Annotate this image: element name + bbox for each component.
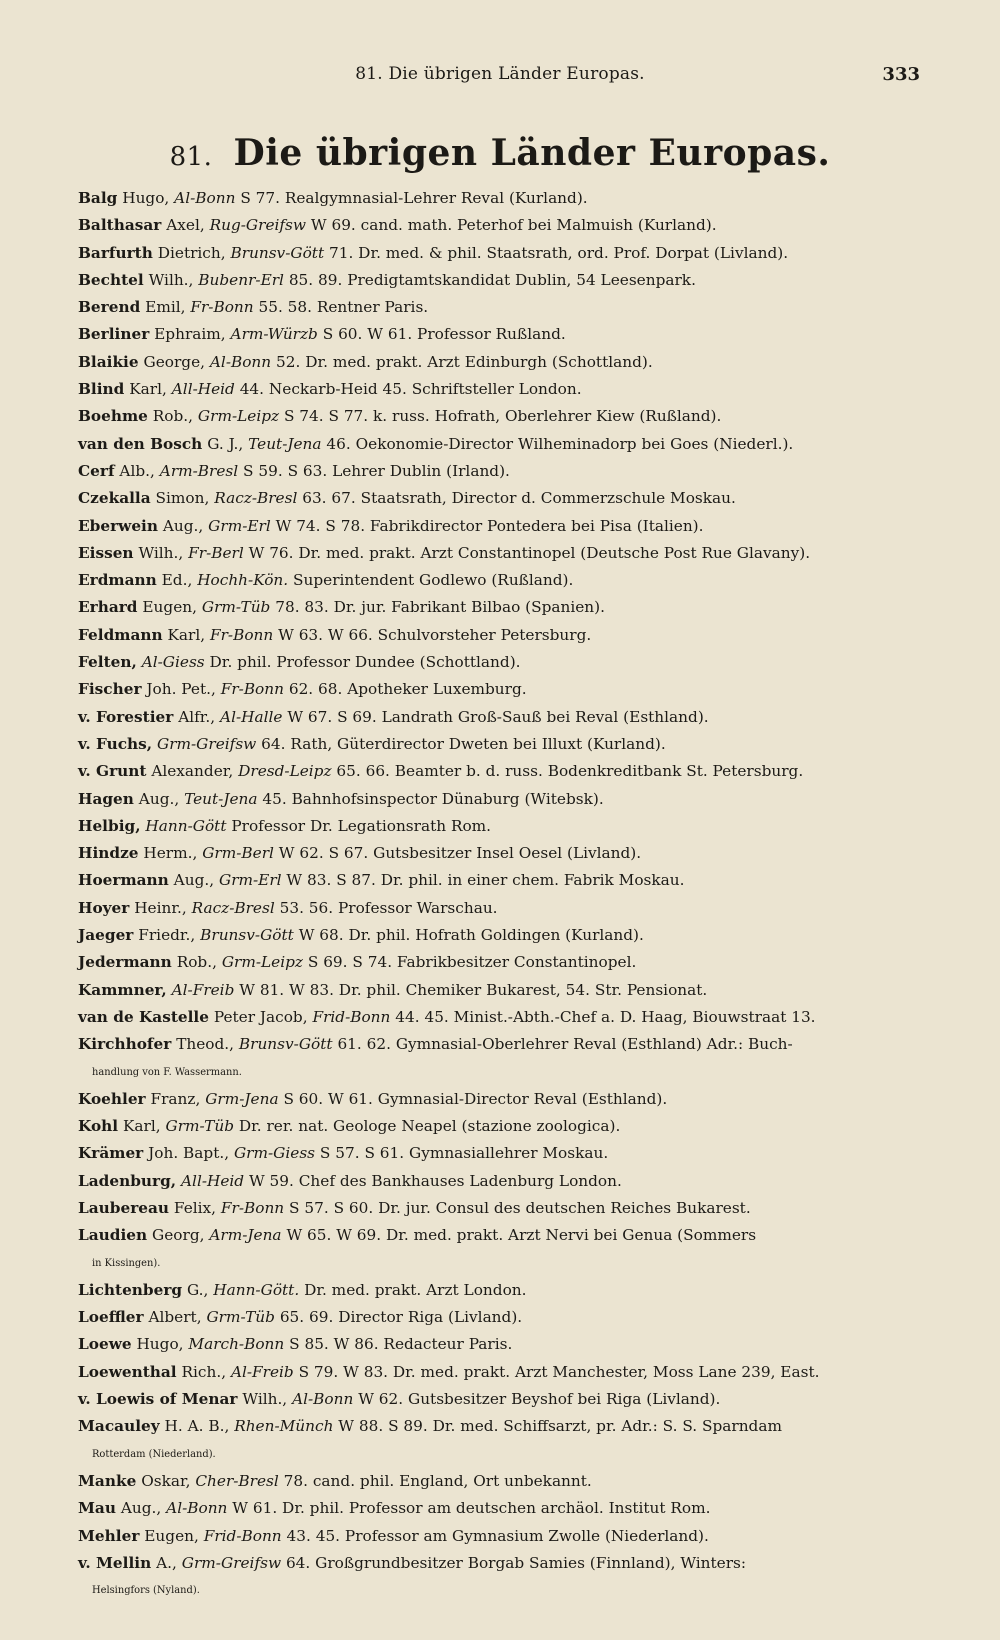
entry-given-name: Wilh., <box>148 270 194 289</box>
directory-entry <box>78 594 940 621</box>
entry-surname: Balthasar <box>78 216 162 235</box>
entry-surname: Berliner <box>78 325 150 344</box>
entry-given-name: Karl, <box>122 1117 161 1136</box>
entry-details: Superintendent Godlewo (Rußland). <box>293 571 574 590</box>
entry-details: 71. Dr. med. & phil. Staatsrath, ord. Prof. Dorpat (Livland). <box>328 243 789 262</box>
entry-surname: Loewe <box>78 1335 132 1354</box>
directory-entry <box>78 704 940 731</box>
entry-club: Grm-Tüb <box>165 1117 234 1136</box>
entry-club: Grm-Tüb <box>206 1308 275 1327</box>
directory-entry <box>78 376 940 403</box>
entry-club: Cher-Bresl <box>195 1471 279 1490</box>
entry-details: S 57. S 60. Dr. jur. Consul des deutschen Reiches Bukarest. <box>289 1198 751 1217</box>
entry-details: W 76. Dr. med. prakt. Arzt Constantinopel (Deutsche Post Rue Glavany). <box>248 543 811 562</box>
directory-entry <box>78 786 940 813</box>
entry-details: Professor Dr. Legationsrath Rom. <box>231 816 492 835</box>
directory-entry <box>78 1031 940 1058</box>
entry-surname: Eissen <box>78 543 134 562</box>
entry-details: 46. Oekonomie-Director Wilheminadorp bei Goes (Niederl.). <box>326 434 794 453</box>
entry-given-name: Georg, <box>152 1226 205 1245</box>
entry-given-name: Dietrich, <box>157 243 226 262</box>
entry-surname: Laudien <box>78 1226 148 1245</box>
directory-entry <box>78 895 940 922</box>
chapter-number: 81. <box>169 142 213 172</box>
entry-given-name: Joh. Pet., <box>146 680 216 699</box>
chapter-heading <box>0 132 1000 174</box>
running-header <box>0 64 1000 92</box>
entry-club: Al-Giess <box>141 653 205 672</box>
entry-club: Hann-Gött. <box>213 1280 300 1299</box>
directory-entry <box>78 1359 940 1386</box>
directory-entry <box>78 321 940 348</box>
directory-entry <box>78 349 940 376</box>
entry-surname: Barfurth <box>78 243 153 262</box>
entry-details: 78. 83. Dr. jur. Fabrikant Bilbao (Spanien). <box>275 598 605 617</box>
entry-club: Rhen-Münch <box>234 1417 334 1436</box>
entry-details: W 88. S 89. Dr. med. Schiffsarzt, pr. Adr.: S. S. Sparndam <box>338 1417 782 1436</box>
entry-details: Dr. rer. nat. Geologe Neapel (stazione zoologica). <box>238 1117 621 1136</box>
entry-club: Fr-Bonn <box>209 625 274 644</box>
entry-given-name: Alexander, <box>151 762 234 781</box>
entry-surname: Czekalla <box>78 489 151 508</box>
entry-surname: Balg <box>78 189 118 207</box>
directory-entry <box>78 567 940 594</box>
entry-club: Rug-Greifsw <box>209 216 306 235</box>
entry-surname: Hindze <box>78 844 139 863</box>
entry-surname: Erhard <box>78 598 138 617</box>
directory-entry <box>78 1413 940 1440</box>
entry-details: 55. 58. Rentner Paris. <box>258 298 429 317</box>
entry-details: Dr. phil. Professor Dundee (Schottland). <box>209 653 521 672</box>
entry-club: Fr-Bonn <box>220 680 284 699</box>
entry-details: Dr. med. prakt. Arzt London. <box>304 1280 527 1299</box>
directory-entry <box>78 1222 940 1249</box>
entry-surname: Berend <box>78 298 141 317</box>
entry-club: Teut-Jena <box>184 789 258 808</box>
entry-club: Racz-Bresl <box>214 489 298 508</box>
directory-entry <box>78 294 940 321</box>
directory-entry <box>78 731 940 758</box>
directory-entry <box>78 185 940 212</box>
entry-details: W 81. W 83. Dr. phil. Chemiker Bukarest, 54. Str. Pensionat. <box>239 980 708 999</box>
entry-given-name: Rich., <box>181 1362 227 1381</box>
directory-entry <box>78 267 940 294</box>
entry-surname: Feldmann <box>78 625 163 644</box>
entry-given-name: G. J., <box>207 434 244 453</box>
entry-details: S 74. S 77. k. russ. Hofrath, Oberlehrer Kiew (Rußland). <box>283 407 722 426</box>
entry-given-name: H. A. B., <box>164 1417 230 1436</box>
directory-entry <box>78 403 940 430</box>
entry-surname: Jedermann <box>78 953 172 972</box>
entry-surname: van de Kastelle <box>78 1007 209 1026</box>
directory-entry <box>78 240 940 267</box>
directory-entry <box>78 867 940 894</box>
entry-surname: Kirchhofer <box>78 1035 172 1054</box>
entry-details: W 62. Gutsbesitzer Beyshof bei Riga (Livland). <box>358 1390 721 1409</box>
entry-club: Arm-Jena <box>209 1226 282 1245</box>
entry-details: 62. 68. Apotheker Luxemburg. <box>288 680 527 699</box>
entry-details: 85. 89. Predigtamtskandidat Dublin, 54 Leesenpark. <box>288 270 696 289</box>
directory-entry <box>78 1113 940 1140</box>
entry-club: Grm-Jena <box>205 1089 279 1108</box>
entry-given-name: Theod., <box>176 1035 235 1054</box>
directory-entry <box>78 1523 940 1550</box>
entry-surname: Loeffler <box>78 1308 144 1327</box>
entry-details: S 85. W 86. Redacteur Paris. <box>289 1335 513 1354</box>
entry-club: Fr-Bonn <box>190 298 254 317</box>
entry-surname: v. Fuchs, <box>78 734 153 753</box>
entry-details: S 59. S 63. Lehrer Dublin (Irland). <box>243 461 510 480</box>
entry-club: All-Heid <box>181 1171 245 1190</box>
entry-details: S 77. Realgymnasial-Lehrer Reval (Kurland). <box>240 189 588 207</box>
entry-club: Dresd-Leipz <box>238 762 332 781</box>
entry-given-name: Hugo, <box>136 1335 184 1354</box>
entry-details: S 60. W 61. Professor Rußland. <box>322 325 566 344</box>
entry-club: Teut-Jena <box>248 434 322 453</box>
entry-details: 65. 69. Director Riga (Livland). <box>279 1308 523 1327</box>
entry-surname: Bechtel <box>78 270 144 289</box>
directory-entry <box>78 922 940 949</box>
entry-given-name: Aug., <box>173 871 215 890</box>
entry-club: Grm-Berl <box>202 844 274 863</box>
directory-entry <box>78 977 940 1004</box>
entry-details: 61. 62. Gymnasial-Oberlehrer Reval (Esthland) Adr.: Buch- <box>337 1035 793 1054</box>
entry-details: W 59. Chef des Bankhauses Ladenburg London. <box>248 1171 622 1190</box>
entry-details: 64. Großgrundbesitzer Borgab Samies (Finnland), Winters: <box>285 1553 747 1572</box>
entry-details: 64. Rath, Güterdirector Dweten bei Illuxt (Kurland). <box>261 734 666 753</box>
running-title: 81. Die übrigen Länder Europas. <box>355 64 645 84</box>
entry-details: W 62. S 67. Gutsbesitzer Insel Oesel (Livland). <box>278 844 642 863</box>
entry-details: W 69. cand. math. Peterhof bei Malmuish (Kurland). <box>310 216 717 235</box>
entry-details: 43. 45. Professor am Gymnasium Zwolle (Niederland). <box>286 1526 709 1545</box>
entry-club: Grm-Erl <box>208 516 271 535</box>
entry-details: W 67. S 69. Landrath Groß-Sauß bei Reval (Esthland). <box>287 707 709 726</box>
entry-continuation: Helsingfors (Nyland). <box>92 1585 200 1597</box>
entry-continuation: Rotterdam (Niederland). <box>92 1448 216 1460</box>
entry-surname: Boehme <box>78 407 148 426</box>
entry-given-name: Emil, <box>145 298 186 317</box>
entry-details: 44. Neckarb-Heid 45. Schriftsteller London. <box>239 380 582 399</box>
entry-club: Frid-Bonn <box>203 1526 282 1545</box>
entry-club: Grm-Leipz <box>197 407 280 426</box>
entry-given-name: Wilh., <box>242 1390 288 1409</box>
entry-given-name: Oskar, <box>141 1471 191 1490</box>
entry-surname: van den Bosch <box>78 434 203 453</box>
entry-club: Grm-Leipz <box>221 953 303 972</box>
entry-details: W 63. W 66. Schulvorsteher Petersburg. <box>278 625 592 644</box>
entry-club: Racz-Bresl <box>191 898 275 917</box>
entry-given-name: Eugen, <box>142 598 197 617</box>
entry-surname: v. Forestier <box>78 707 174 726</box>
entry-club: Grm-Giess <box>233 1144 316 1163</box>
entry-surname: Kohl <box>78 1117 119 1136</box>
entry-given-name: Hugo, <box>122 189 170 207</box>
entry-given-name: A., <box>156 1553 177 1572</box>
entry-details: 63. 67. Staatsrath, Director d. Commerzschule Moskau. <box>302 489 736 508</box>
entry-surname: Cerf <box>78 461 115 480</box>
directory-entries <box>78 185 940 1604</box>
entry-club: March-Bonn <box>188 1335 285 1354</box>
entry-details: W 65. W 69. Dr. med. prakt. Arzt Nervi bei Genua (Sommers <box>286 1226 757 1245</box>
entry-surname: Kammner, <box>78 980 167 999</box>
entry-given-name: Alb., <box>119 461 155 480</box>
entry-given-name: Franz, <box>150 1089 201 1108</box>
directory-entry <box>78 1468 940 1495</box>
entry-surname: Erdmann <box>78 571 157 590</box>
entry-club: All-Heid <box>171 380 235 399</box>
entry-surname: Lichtenberg <box>78 1280 183 1299</box>
entry-club: Brunsv-Gött <box>230 243 325 262</box>
entry-club: Grm-Erl <box>218 871 282 890</box>
entry-club: Al-Bonn <box>292 1390 354 1409</box>
entry-club: Al-Freib <box>171 980 235 999</box>
entry-continuation: handlung von F. Wassermann. <box>92 1066 242 1078</box>
entry-club: Al-Bonn <box>209 352 272 371</box>
directory-entry <box>78 1086 940 1113</box>
entry-club: Brunsv-Gött <box>238 1035 333 1054</box>
directory-entry <box>78 1277 940 1304</box>
entry-details: 78. cand. phil. England, Ort unbekannt. <box>283 1471 592 1490</box>
entry-details: 53. 56. Professor Warschau. <box>279 898 498 917</box>
directory-entry <box>78 431 940 458</box>
entry-surname: Krämer <box>78 1144 144 1163</box>
entry-given-name: Rob., <box>152 407 194 426</box>
directory-entry <box>78 1140 940 1167</box>
entry-surname: Hagen <box>78 789 134 808</box>
directory-entry <box>78 649 940 676</box>
directory-entry <box>78 212 940 239</box>
directory-entry <box>78 1304 940 1331</box>
entry-surname: v. Grunt <box>78 762 147 781</box>
entry-details: W 83. S 87. Dr. phil. in einer chem. Fabrik Moskau. <box>286 871 685 890</box>
entry-given-name: Albert, <box>148 1308 202 1327</box>
entry-details: W 74. S 78. Fabrikdirector Pontedera bei Pisa (Italien). <box>275 516 704 535</box>
directory-entry <box>78 1331 940 1358</box>
entry-given-name: Peter Jacob, <box>213 1007 308 1026</box>
directory-entry <box>78 758 940 785</box>
entry-details: S 57. S 61. Gymnasiallehrer Moskau. <box>319 1144 609 1163</box>
entry-details: 65. 66. Beamter b. d. russ. Bodenkreditbank St. Petersburg. <box>336 762 804 781</box>
entry-club: Grm-Tüb <box>201 598 271 617</box>
entry-surname: Eberwein <box>78 516 158 535</box>
entry-surname: Laubereau <box>78 1198 170 1217</box>
chapter-title: Die übrigen Länder Europas. <box>233 132 831 174</box>
directory-entry <box>78 1495 940 1522</box>
entry-club: Hann-Gött <box>145 816 227 835</box>
entry-surname: Jaeger <box>78 926 134 945</box>
entry-details: W 61. Dr. phil. Professor am deutschen archäol. Institut Rom. <box>232 1499 711 1518</box>
entry-surname: Hoyer <box>78 898 130 917</box>
entry-details: W 68. Dr. phil. Hofrath Goldingen (Kurland). <box>298 926 644 945</box>
entry-club: Bubenr-Erl <box>198 270 284 289</box>
entry-surname: Mehler <box>78 1526 140 1545</box>
entry-given-name: Wilh., <box>138 543 184 562</box>
directory-entry <box>78 1386 940 1413</box>
entry-given-name: Simon, <box>155 489 210 508</box>
directory-entry <box>78 1004 940 1031</box>
entry-given-name: Ed., <box>161 571 193 590</box>
directory-entry <box>78 513 940 540</box>
entry-club: Frid-Bonn <box>312 1007 391 1026</box>
entry-club: Al-Halle <box>220 707 283 726</box>
entry-given-name: Aug., <box>162 516 204 535</box>
entry-surname: Helbig, <box>78 816 141 835</box>
entry-given-name: Alfr., <box>178 707 216 726</box>
entry-given-name: Eugen, <box>144 1526 199 1545</box>
entry-given-name: Karl, <box>129 380 167 399</box>
entry-given-name: Joh. Bapt., <box>148 1144 230 1163</box>
directory-entry <box>78 622 940 649</box>
entry-details: 45. Bahnhofsinspector Dünaburg (Witebsk). <box>262 789 604 808</box>
entry-club: Grm-Greifsw <box>156 734 257 753</box>
entry-club: Al-Bonn <box>166 1499 228 1518</box>
entry-given-name: Friedr., <box>138 926 196 945</box>
entry-details: 52. Dr. med. prakt. Arzt Edinburgh (Schottland). <box>276 352 653 371</box>
entry-surname: Hoermann <box>78 871 169 890</box>
directory-entry <box>78 840 940 867</box>
entry-surname: Macauley <box>78 1417 160 1436</box>
directory-entry <box>78 1550 940 1577</box>
entry-details: S 60. W 61. Gymnasial-Director Reval (Esthland). <box>283 1089 668 1108</box>
entry-given-name: Herm., <box>143 844 198 863</box>
directory-entry <box>78 485 940 512</box>
entry-club: Al-Bonn <box>174 189 236 207</box>
entry-given-name: Felix, <box>173 1198 217 1217</box>
entry-club: Hochh-Kön. <box>197 571 289 590</box>
page-number: 333 <box>882 64 920 85</box>
entry-club: Arm-Bresl <box>159 461 239 480</box>
entry-given-name: Karl, <box>167 625 206 644</box>
entry-surname: Felten, <box>78 653 137 672</box>
directory-entry <box>78 540 940 567</box>
entry-surname: Manke <box>78 1471 137 1490</box>
entry-surname: v. Mellin <box>78 1553 152 1572</box>
entry-given-name: George, <box>143 352 205 371</box>
entry-surname: Mau <box>78 1499 116 1518</box>
entry-club: Fr-Berl <box>188 543 244 562</box>
entry-given-name: Ephraim, <box>154 325 226 344</box>
entry-club: Grm-Greifsw <box>181 1553 282 1572</box>
entry-continuation: in Kissingen). <box>92 1257 161 1269</box>
entry-surname: Fischer <box>78 680 142 699</box>
entry-club: Fr-Bonn <box>220 1198 285 1217</box>
entry-surname: Ladenburg, <box>78 1171 177 1190</box>
entry-given-name: Aug., <box>120 1499 162 1518</box>
entry-club: Brunsv-Gött <box>200 926 294 945</box>
directory-entry <box>78 949 940 976</box>
entry-given-name: Heinr., <box>134 898 187 917</box>
entry-details: S 79. W 83. Dr. med. prakt. Arzt Manchester, Moss Lane 239, East. <box>298 1362 820 1381</box>
directory-entry <box>78 1168 940 1195</box>
directory-entry <box>78 1195 940 1222</box>
entry-surname: Loewenthal <box>78 1362 177 1381</box>
directory-entry <box>78 458 940 485</box>
entry-surname: Blaikie <box>78 352 139 371</box>
entry-surname: Blind <box>78 380 125 399</box>
entry-club: Arm-Würzb <box>230 325 318 344</box>
entry-given-name: G., <box>186 1280 209 1299</box>
directory-entry <box>78 813 940 840</box>
entry-surname: Koehler <box>78 1089 146 1108</box>
entry-details: S 69. S 74. Fabrikbesitzer Constantinopel. <box>307 953 637 972</box>
entry-details: 44. 45. Minist.-Abth.-Chef a. D. Haag, Biouwstraat 13. <box>395 1007 816 1026</box>
entry-club: Al-Freib <box>230 1362 294 1381</box>
directory-entry <box>78 676 940 703</box>
entry-given-name: Rob., <box>176 953 217 972</box>
entry-given-name: Axel, <box>166 216 205 235</box>
entry-surname: v. Loewis of Menar <box>78 1390 238 1409</box>
entry-given-name: Aug., <box>138 789 180 808</box>
